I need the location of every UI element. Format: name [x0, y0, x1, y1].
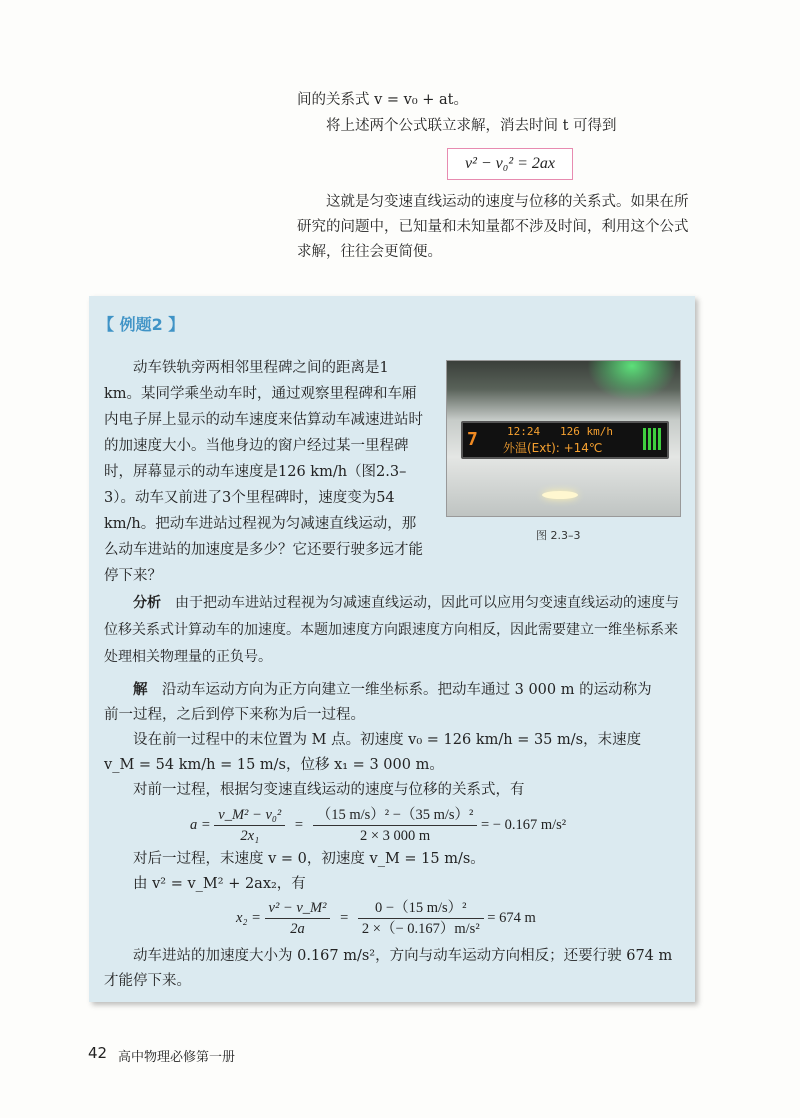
train-display-photo	[446, 360, 681, 517]
green-light	[587, 360, 677, 401]
led-icon	[643, 428, 661, 450]
solution-line-7: 由 v² = v_M² + 2ax₂，有	[133, 876, 306, 892]
analysis-paragraph	[104, 590, 684, 671]
solution-line-2: 前一过程，之后到停下来称为后一过程。	[104, 707, 365, 723]
paragraph: 这就是匀变速直线运动的速度与位移的关系式。如果在所研究的问题中，已知量和未知量都不涉及时间，利用这个公式求解，往往会更简便。	[297, 194, 689, 260]
fraction-numerator: v² − v_M²	[265, 899, 331, 919]
text-line: 间的关系式 v = v₀ + at。	[297, 92, 469, 108]
fraction-numerator: v_M² − v₀²	[214, 806, 285, 826]
equation-acceleration: a = $\frac{\text{v\_M² − v₀²}}{\text{2x₁}}$ = $\frac{\text{（15 m/s）² −（35 m/s）²}}{2 \times 3 000 m}$ = − 0.167 m/s²	[190, 807, 567, 844]
eq-result: = 674 m	[487, 909, 536, 926]
analysis-label: 分析	[133, 595, 161, 611]
fraction	[214, 806, 285, 845]
fraction	[313, 806, 478, 845]
fraction	[265, 899, 331, 938]
conclusion-line-2: 才能停下来。	[104, 973, 191, 989]
fraction-numerator: 0 −（15 m/s）²	[358, 899, 484, 919]
example-title: 【 例题2 】	[98, 315, 185, 334]
ceiling-light	[542, 491, 578, 499]
fraction-denominator: 2 ×（− 0.167）m/s²	[361, 921, 480, 937]
fraction	[358, 899, 484, 938]
fraction-denominator: 2x₁	[240, 828, 260, 844]
solution-text: 沿动车运动方向为正方向建立一维坐标系。把动车通过 3 000 m 的运动称为	[162, 682, 652, 698]
solution-line-5: 对前一过程，根据匀变速直线运动的速度与位移的关系式，有	[133, 782, 525, 798]
solution-line-6: 对后一过程，末速度 v = 0，初速度 v_M = 15 m/s。	[133, 851, 485, 867]
eq-result: = − 0.167 m/s²	[481, 816, 567, 833]
fraction-denominator: 2a	[290, 921, 305, 937]
page-number: 42	[88, 1044, 108, 1062]
solution-line-4: v_M = 54 km/h = 15 m/s，位移 x₁ = 3 000 m。	[104, 757, 444, 773]
fraction-denominator: 2 × 3 000 m	[359, 828, 431, 844]
solution-label: 解	[133, 682, 148, 698]
conclusion-line-1: 动车进站的加速度大小为 0.167 m/s²，方向与动车运动方向相反；还要行驶 674 m	[133, 948, 673, 964]
analysis-text: 由于把动车进站过程视为匀减速直线运动，因此可以应用匀变速直线运动的速度与位移关系式计算动车的加速度。本题加速度方向跟速度方向相反，因此需要建立一维坐标系来处理相关物理量的正负号。	[104, 595, 679, 665]
equation-distance: x₂ = $\frac{\text{v² − v\_M²}}{2a}$ = $\frac{\text{0 −（15 m/s）²}}{\text{2 ×（− 0.167）m/s²}}$ = 674 m	[236, 900, 536, 937]
led-car-number: 7	[467, 429, 478, 450]
solution-line-3: 设在前一过程中的末位置为 M 点。初速度 v₀ = 126 km/h = 35 m/s，末速度	[133, 732, 642, 748]
fraction-numerator: （15 m/s）² −（35 m/s）²	[313, 806, 478, 826]
key-formula-box: v² − v₀² = 2ax	[447, 148, 573, 180]
led-temperature: 外温(Ext): +14℃	[503, 441, 603, 455]
text-line: 将上述两个公式联立求解，消去时间 t 可得到	[326, 118, 617, 134]
figure-caption: 图 2.3–3	[536, 529, 581, 542]
led-display	[461, 421, 669, 459]
eq-lhs: a =	[190, 816, 211, 833]
eq-lhs: x₂ =	[236, 909, 261, 926]
led-time-speed: 12:24 126 km/h	[507, 425, 613, 438]
solution-line-1	[133, 679, 652, 701]
book-title: 高中物理必修第一册	[118, 1050, 236, 1065]
problem-text: 动车铁轨旁两相邻里程碑之间的距离是1 km。某同学乘坐动车时，通过观察里程碑和车厢内电子屏上显示的动车速度来估算动车减速进站时的加速度大小。当他身边的窗户经过某一里程碑时，屏幕显示的动车速度是126 km/h（图2.3–3）。动车又前进了3个里程碑时，速度变为54 km/h。把动车进站过程视为匀减速直线运动，那么动车进站的加速度是多少？它还要行驶多远才能停下来？	[104, 360, 423, 584]
